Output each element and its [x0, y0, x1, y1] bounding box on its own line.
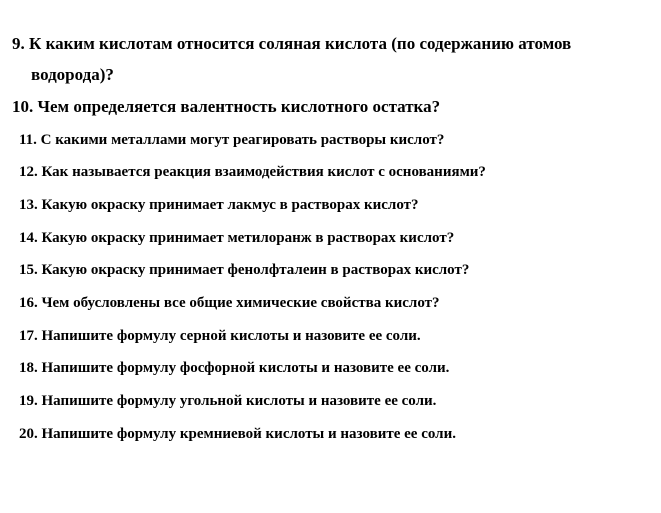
question-12: 12. Как называется реакция взаимодействия кислот с основаниями?	[19, 164, 486, 180]
question-17: 17. Напишите формулу серной кислоты и назовите ее соли.	[19, 328, 421, 344]
question-14: 14. Какую окраску принимает метилоранж в растворах кислот?	[19, 230, 455, 246]
question-19: 19. Напишите формулу угольной кислоты и назовите ее соли.	[19, 393, 437, 409]
question-11: 11. С какими металлами могут реагировать растворы кислот?	[19, 132, 445, 148]
question-15: 15. Какую окраску принимает фенолфталеин в растворах кислот?	[19, 262, 470, 278]
question-9-continuation: водорода)?	[31, 65, 114, 84]
question-10: 10. Чем определяется валентность кислотного остатка?	[12, 97, 441, 116]
question-9: 9. К каким кислотам относится соляная кислота (по содержанию атомов	[12, 34, 572, 53]
question-20: 20. Напишите формулу кремниевой кислоты и назовите ее соли.	[19, 426, 456, 442]
question-18: 18. Напишите формулу фосфорной кислоты и назовите ее соли.	[19, 360, 450, 376]
question-16: 16. Чем обусловлены все общие химические свойства кислот?	[19, 295, 440, 311]
question-13: 13. Какую окраску принимает лакмус в растворах кислот?	[19, 197, 419, 213]
